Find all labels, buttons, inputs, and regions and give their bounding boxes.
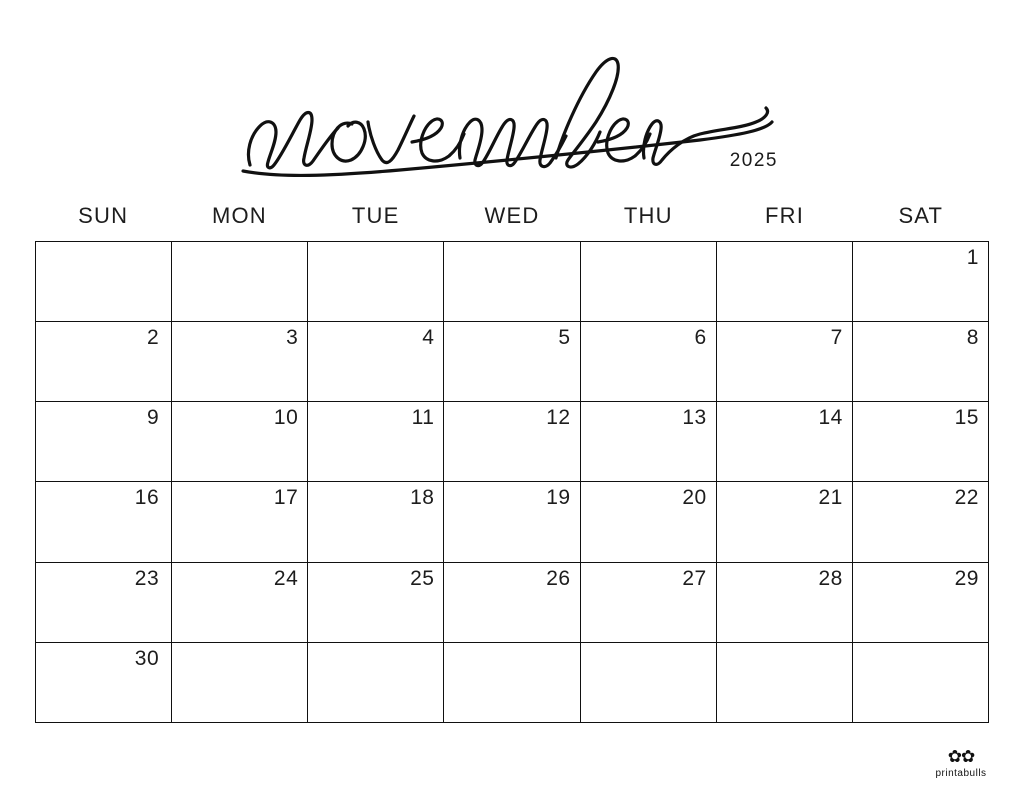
day-cell[interactable] bbox=[581, 402, 717, 482]
weekday-header-row bbox=[35, 203, 989, 229]
day-cell[interactable] bbox=[36, 563, 172, 643]
bull-logo-icon: ✿✿ bbox=[947, 747, 975, 766]
day-cell[interactable] bbox=[853, 322, 989, 402]
day-cell[interactable] bbox=[717, 482, 853, 562]
day-number: 19 bbox=[546, 486, 571, 510]
day-cell[interactable] bbox=[172, 242, 308, 322]
day-cell[interactable] bbox=[36, 242, 172, 322]
day-number: 22 bbox=[954, 486, 979, 510]
day-cell[interactable] bbox=[717, 643, 853, 723]
weekday-mon: MON bbox=[211, 203, 267, 228]
day-cell[interactable] bbox=[308, 482, 444, 562]
day-number: 20 bbox=[682, 486, 707, 510]
weekday-fri: FRI bbox=[765, 203, 805, 228]
day-number: 3 bbox=[286, 326, 299, 350]
day-cell[interactable] bbox=[444, 482, 580, 562]
day-number: 8 bbox=[966, 326, 979, 350]
day-number: 26 bbox=[546, 566, 571, 590]
year-label: 2025 bbox=[729, 150, 778, 171]
day-number: 30 bbox=[134, 646, 160, 670]
day-cell[interactable] bbox=[36, 322, 172, 402]
title-area bbox=[0, 18, 1024, 178]
day-cell[interactable] bbox=[853, 643, 989, 723]
day-cell[interactable] bbox=[308, 643, 444, 723]
brand-name: printabulls bbox=[935, 768, 987, 779]
day-number: 18 bbox=[410, 486, 435, 510]
day-cell[interactable] bbox=[581, 242, 717, 322]
day-number: 13 bbox=[682, 406, 707, 430]
day-number: 16 bbox=[134, 486, 160, 510]
day-cell[interactable] bbox=[581, 643, 717, 723]
day-number: 9 bbox=[146, 406, 160, 430]
day-number: 29 bbox=[954, 566, 979, 590]
day-cell[interactable] bbox=[581, 482, 717, 562]
day-number: 24 bbox=[273, 566, 299, 590]
day-cell[interactable] bbox=[717, 322, 853, 402]
day-cell[interactable] bbox=[308, 242, 444, 322]
day-number: 10 bbox=[273, 406, 299, 430]
day-number: 1 bbox=[966, 246, 979, 269]
day-cell[interactable] bbox=[444, 322, 580, 402]
day-number: 6 bbox=[694, 326, 707, 350]
day-cell[interactable] bbox=[172, 563, 308, 643]
day-cell[interactable] bbox=[444, 242, 580, 322]
day-cell[interactable] bbox=[853, 242, 989, 322]
calendar-grid bbox=[35, 241, 989, 723]
day-number: 2 bbox=[146, 326, 160, 350]
weekday-tue: TUE bbox=[351, 203, 400, 228]
day-number: 4 bbox=[422, 326, 435, 350]
weekday-wed: WED bbox=[484, 203, 540, 228]
day-cell[interactable] bbox=[717, 402, 853, 482]
day-cell[interactable] bbox=[853, 482, 989, 562]
day-number: 17 bbox=[273, 486, 299, 510]
day-cell[interactable] bbox=[444, 563, 580, 643]
day-cell[interactable] bbox=[581, 563, 717, 643]
day-cell[interactable] bbox=[172, 643, 308, 723]
day-cell[interactable] bbox=[308, 563, 444, 643]
day-cell[interactable] bbox=[172, 482, 308, 562]
brand-logo bbox=[926, 746, 996, 779]
day-cell[interactable] bbox=[308, 322, 444, 402]
day-cell[interactable] bbox=[717, 563, 853, 643]
weekday-sun: SUN bbox=[78, 203, 129, 228]
day-cell[interactable] bbox=[581, 322, 717, 402]
day-cell[interactable] bbox=[172, 402, 308, 482]
day-cell[interactable] bbox=[36, 402, 172, 482]
day-cell[interactable] bbox=[36, 643, 172, 723]
day-cell[interactable] bbox=[444, 643, 580, 723]
day-number: 11 bbox=[411, 406, 435, 430]
day-number: 27 bbox=[682, 566, 707, 590]
weekday-thu: THU bbox=[623, 203, 673, 228]
day-cell[interactable] bbox=[853, 563, 989, 643]
day-number: 12 bbox=[546, 406, 571, 430]
day-number: 14 bbox=[818, 406, 843, 430]
day-number: 25 bbox=[410, 566, 435, 590]
day-cell[interactable] bbox=[36, 482, 172, 562]
day-cell[interactable] bbox=[308, 402, 444, 482]
day-cell[interactable] bbox=[444, 402, 580, 482]
month-title-script bbox=[0, 18, 1024, 178]
weekday-sat: SAT bbox=[898, 203, 944, 228]
day-number: 5 bbox=[558, 326, 571, 350]
day-number: 23 bbox=[134, 566, 160, 590]
day-number: 21 bbox=[818, 486, 843, 510]
day-cell[interactable] bbox=[172, 322, 308, 402]
day-number: 7 bbox=[830, 326, 843, 350]
day-number: 15 bbox=[954, 406, 979, 430]
day-number: 28 bbox=[818, 566, 843, 590]
day-cell[interactable] bbox=[853, 402, 989, 482]
day-cell[interactable] bbox=[717, 242, 853, 322]
